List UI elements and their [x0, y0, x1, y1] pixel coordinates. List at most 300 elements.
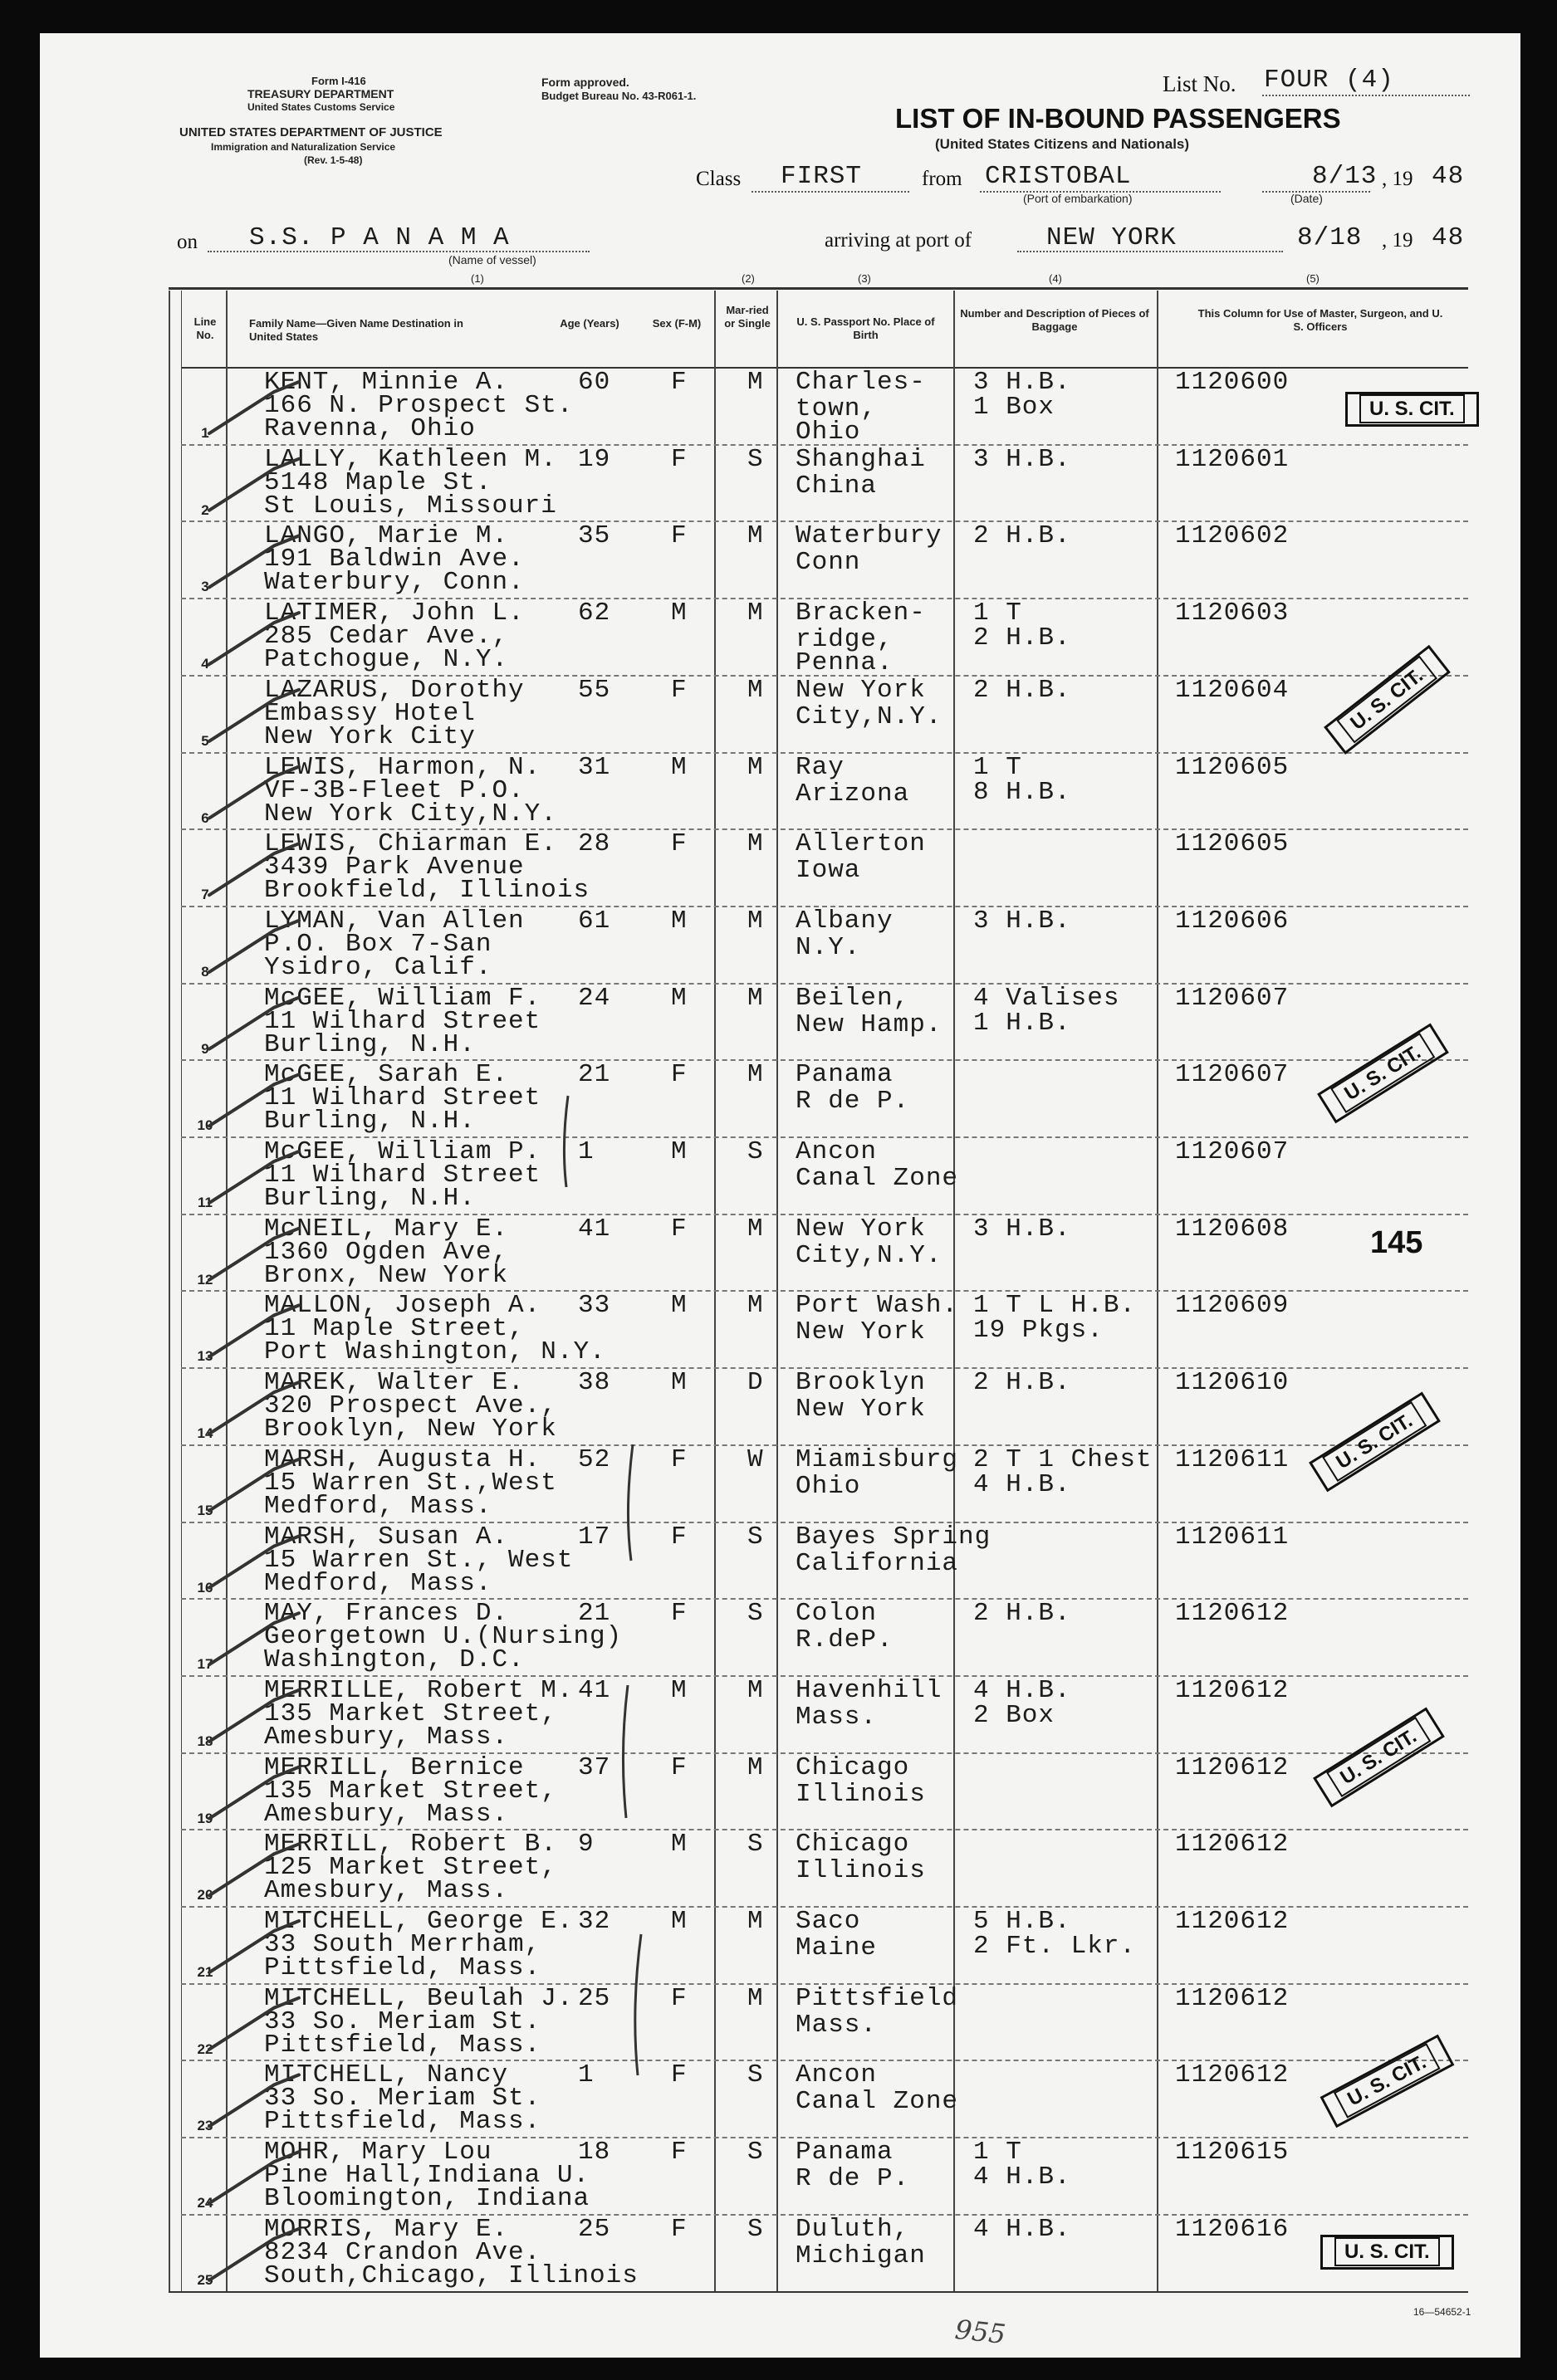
col-sex: Sex (F-M)	[652, 317, 702, 330]
passenger-age: 1	[578, 1137, 595, 1166]
passport-number: 1120608	[1175, 1214, 1290, 1244]
check-mark	[209, 1074, 299, 1126]
passenger-name: MAY, Frances D.	[264, 1599, 509, 1629]
birth-place-line2: California	[796, 1548, 959, 1578]
passenger-marital: M	[747, 1214, 764, 1244]
birth-place-line1: New York	[796, 675, 926, 705]
passenger-age: 55	[578, 675, 611, 705]
passport-number: 1120611	[1175, 1522, 1290, 1552]
passport-number: 1120611	[1175, 1444, 1290, 1474]
passport-number: 1120612	[1175, 1830, 1290, 1860]
passenger-city: St Louis, Missouri	[264, 491, 557, 520]
birth-place-line2: Michigan	[796, 2241, 926, 2270]
revision: (Rev. 1-5-48)	[304, 154, 363, 166]
passenger-name: KENT, Minnie A.	[264, 368, 509, 397]
passenger-city: Burling, N.H.	[264, 1029, 476, 1059]
passport-number: 1120612	[1175, 1907, 1290, 1936]
passport-number: 1120605	[1175, 752, 1290, 782]
check-mark	[209, 613, 299, 664]
col-name: Family Name—Given Name Destination in United States	[249, 317, 463, 343]
passenger-age: 21	[578, 1060, 611, 1090]
passenger-sex: F	[671, 368, 688, 397]
passenger-marital: S	[747, 2060, 764, 2090]
passenger-name: LYMAN, Van Allen	[264, 906, 525, 936]
passenger-sex: M	[671, 1137, 688, 1166]
check-mark	[209, 1767, 299, 1819]
birth-place-line2: Illinois	[796, 1856, 926, 1886]
line-number: 3	[201, 579, 209, 595]
col-passport: U. S. Passport No. Place of Birth	[796, 315, 935, 341]
birth-place-line1: Pittsfield	[796, 1983, 959, 2013]
passenger-city: Pittsfield, Mass.	[264, 2107, 541, 2137]
class-label: Class	[696, 168, 742, 190]
baggage-line1: 2 H.B.	[973, 675, 1071, 705]
passenger-marital: D	[747, 1368, 764, 1398]
baggage-line1: 5 H.B.	[973, 1907, 1071, 1936]
passenger-sex: M	[671, 1907, 688, 1936]
baggage-line2: 19 Pkgs.	[973, 1316, 1104, 1346]
passenger-age: 31	[578, 752, 611, 782]
passenger-address: 15 Warren St.,West	[264, 1468, 557, 1498]
passenger-marital: M	[747, 1907, 764, 1936]
passenger-marital: W	[747, 1444, 764, 1474]
passenger-name: McGEE, William P.	[264, 1137, 541, 1166]
passenger-sex: F	[671, 2214, 688, 2244]
check-mark	[209, 1229, 299, 1280]
passenger-name: MITCHELL, Beulah J.	[264, 1983, 574, 2013]
birth-place-line2: New Hamp.	[796, 1009, 943, 1039]
birth-place-line1: Bracken-	[796, 599, 926, 628]
passenger-city: Pittsfield, Mass.	[264, 2030, 541, 2060]
birth-place-line1: Beilen,	[796, 983, 910, 1013]
line-number: 12	[197, 1271, 213, 1288]
passport-number: 1120605	[1175, 829, 1290, 859]
date-value: 8/13	[1312, 162, 1378, 191]
passenger-age: 33	[578, 1291, 611, 1321]
passenger-city: Washington, D.C.	[264, 1645, 525, 1675]
birth-place-line2: Iowa	[796, 856, 861, 886]
line-number: 4	[201, 656, 209, 672]
passenger-sex: F	[671, 444, 688, 474]
birth-place-line2: Maine	[796, 1933, 878, 1962]
line-number: 2	[201, 501, 209, 518]
passenger-sex: M	[671, 752, 688, 782]
passenger-name: McNEIL, Mary E.	[264, 1214, 509, 1244]
arriving-label: arriving at port of	[825, 229, 972, 252]
birth-place-line2: City,N.Y.	[796, 701, 943, 731]
passenger-age: 60	[578, 368, 611, 397]
birth-place-line2: N.Y.	[796, 932, 861, 962]
passport-number: 1120616	[1175, 2214, 1290, 2244]
footer-code: 16—54652-1	[1413, 2306, 1471, 2318]
line-number: 18	[197, 1732, 213, 1749]
baggage-line1: 2 T 1 Chest	[973, 1444, 1153, 1474]
birth-place-line2: Ohio	[796, 1471, 861, 1501]
baggage-line1: 1 T L H.B.	[973, 1291, 1137, 1321]
birth-place-line1: Port Wash.	[796, 1291, 959, 1321]
on-label: on	[177, 231, 198, 253]
baggage-line2: 8 H.B.	[973, 777, 1071, 807]
check-mark	[209, 382, 299, 433]
passenger-address: 33 So. Meriam St.	[264, 2084, 541, 2114]
passport-number: 1120607	[1175, 983, 1290, 1013]
budget-bureau: Budget Bureau No. 43-R061-1.	[541, 90, 697, 102]
year-label: , 19	[1382, 168, 1413, 190]
line-number: 14	[197, 1425, 213, 1442]
passenger-city: Brookfield, Illinois	[264, 876, 590, 906]
ins-name: Immigration and Naturalization Service	[211, 141, 396, 153]
line-number: 1	[201, 425, 209, 441]
birth-place-line1: Shanghai	[796, 444, 926, 474]
passport-number: 1120601	[1175, 444, 1290, 474]
birth-place-line1: Albany	[796, 906, 894, 936]
passport-number: 1120612	[1175, 1752, 1290, 1782]
baggage-line2: 2 Box	[973, 1700, 1055, 1730]
baggage-line1: 1 T	[973, 599, 1022, 628]
birth-place-line2: town,	[796, 394, 878, 423]
line-number: 7	[201, 887, 209, 903]
passport-number: 1120612	[1175, 2060, 1290, 2090]
passenger-marital: M	[747, 1060, 764, 1090]
baggage-line1: 2 H.B.	[973, 1368, 1071, 1398]
colnum-1: (1)	[471, 272, 484, 285]
passenger-sex: F	[671, 1752, 688, 1782]
passenger-city: Amesbury, Mass.	[264, 1722, 509, 1752]
check-mark	[209, 921, 299, 972]
check-mark	[209, 1844, 299, 1895]
passenger-city: Ysidro, Calif.	[264, 952, 492, 982]
passenger-name: MARSH, Augusta H.	[264, 1444, 541, 1474]
passenger-age: 41	[578, 1214, 611, 1244]
passenger-sex: F	[671, 675, 688, 705]
line-number: 24	[197, 2195, 213, 2211]
line-number: 8	[201, 963, 209, 980]
arriving-value: NEW YORK	[1046, 223, 1177, 252]
us-cit-stamp: U. S. CIT.	[1345, 392, 1479, 427]
line-number: 23	[197, 2118, 213, 2134]
passenger-marital: M	[747, 1291, 764, 1321]
passenger-address: 3439 Park Avenue	[264, 853, 525, 882]
birth-place-line1: Ancon	[796, 1137, 878, 1166]
baggage-line1: 4 H.B.	[973, 2214, 1071, 2244]
passenger-city: Burling, N.H.	[264, 1107, 476, 1136]
passenger-sex: F	[671, 2060, 688, 2090]
passenger-address: 135 Market Street,	[264, 1698, 557, 1728]
passenger-age: 61	[578, 906, 611, 936]
passenger-sex: F	[671, 2138, 688, 2167]
passenger-city: Amesbury, Mass.	[264, 1876, 509, 1906]
passenger-sex: M	[671, 599, 688, 628]
passenger-sex: M	[671, 1291, 688, 1321]
passenger-address: 5148 Maple St.	[264, 467, 492, 497]
birth-place-line1: Chicago	[796, 1830, 910, 1860]
birth-place-line1: Ancon	[796, 2060, 878, 2090]
passenger-marital: M	[747, 675, 764, 705]
birth-place-line1: Allerton	[796, 829, 926, 859]
check-mark	[209, 1305, 299, 1356]
passenger-city: Port Washington, N.Y.	[264, 1337, 606, 1367]
passenger-marital: S	[747, 1137, 764, 1166]
passenger-sex: M	[671, 1830, 688, 1860]
passenger-address: Embassy Hotel	[264, 698, 476, 728]
passenger-name: LAZARUS, Dorothy	[264, 675, 525, 705]
passenger-address: VF-3B-Fleet P.O.	[264, 775, 525, 805]
birth-place-line3: Ohio	[796, 418, 861, 447]
col-line-no: Line No.	[193, 315, 217, 341]
line-number: 21	[197, 1964, 213, 1980]
passenger-address: 11 Wilhard Street	[264, 1006, 541, 1036]
passenger-marital: M	[747, 906, 764, 936]
birth-place-line1: Havenhill	[796, 1675, 943, 1705]
passenger-name: MITCHELL, George E.	[264, 1907, 574, 1936]
check-mark	[209, 1382, 299, 1434]
passenger-sex: M	[671, 906, 688, 936]
passenger-name: MAREK, Walter E.	[264, 1368, 525, 1398]
passenger-address: 320 Prospect Ave.,	[264, 1391, 557, 1421]
passenger-address: Georgetown U.(Nursing)	[264, 1622, 623, 1652]
line-number: 11	[198, 1195, 213, 1210]
passenger-age: 41	[578, 1675, 611, 1705]
port-embark-note: (Port of embarkation)	[1023, 192, 1133, 205]
passenger-city: Medford, Mass.	[264, 1491, 492, 1521]
passenger-address: 33 South Merrham,	[264, 1930, 541, 1959]
baggage-line1: 1 T	[973, 752, 1022, 782]
passport-number: 1120600	[1175, 368, 1290, 397]
passenger-marital: M	[747, 1675, 764, 1705]
dept-name: TREASURY DEPARTMENT	[247, 87, 394, 100]
passenger-address: Pine Hall,Indiana U.	[264, 2161, 590, 2191]
passenger-age: 9	[578, 1830, 595, 1860]
birth-place-line2: ridge,	[796, 625, 894, 655]
passenger-age: 62	[578, 599, 611, 628]
baggage-line1: 3 H.B.	[973, 444, 1071, 474]
passport-number: 1120609	[1175, 1291, 1290, 1321]
form-approved: Form approved.	[541, 76, 629, 89]
baggage-line1: 1 T	[973, 2138, 1022, 2167]
check-mark	[209, 1921, 299, 1972]
passenger-address: 8234 Crandon Ave.	[264, 2237, 541, 2267]
colnum-5: (5)	[1306, 272, 1320, 285]
colnum-4: (4)	[1049, 272, 1062, 285]
passenger-marital: S	[747, 444, 764, 474]
baggage-line1: 3 H.B.	[973, 1214, 1071, 1244]
class-value: FIRST	[781, 162, 863, 191]
passport-number: 1120603	[1175, 599, 1290, 628]
passenger-city: South,Chicago, Illinois	[264, 2260, 639, 2290]
passenger-age: 17	[578, 1522, 611, 1552]
birth-place-line1: Chicago	[796, 1752, 910, 1782]
passenger-city: Patchogue, N.Y.	[264, 645, 509, 675]
baggage-line2: 2 Ft. Lkr.	[973, 1932, 1137, 1961]
us-cit-stamp: U. S. CIT.	[1320, 2235, 1454, 2270]
birth-place-line2: China	[796, 471, 878, 501]
birth-place-line2: Mass.	[796, 1702, 878, 1732]
line-number: 10	[197, 1117, 213, 1134]
passenger-name: MALLON, Joseph A.	[264, 1291, 541, 1321]
check-mark	[209, 2152, 299, 2203]
us-cit-stamp: U. S. CIT.	[1317, 1024, 1449, 1124]
birth-place-line2: Canal Zone	[796, 1164, 959, 1193]
passenger-city: Amesbury, Mass.	[264, 1799, 509, 1829]
passport-number: 1120606	[1175, 906, 1290, 936]
check-mark	[209, 1690, 299, 1742]
check-mark	[209, 1459, 299, 1511]
passenger-age: 32	[578, 1907, 611, 1936]
passenger-sex: F	[671, 1060, 688, 1090]
passenger-address: 11 Maple Street,	[264, 1314, 525, 1344]
arrive-year-label: , 19	[1382, 229, 1413, 252]
page-number-stamp: 145	[1370, 1225, 1423, 1260]
line-number: 19	[197, 1810, 213, 1826]
baggage-line1: 2 H.B.	[973, 521, 1071, 551]
year-value: 48	[1432, 162, 1465, 191]
passenger-age: 52	[578, 1444, 611, 1474]
passenger-marital: M	[747, 1752, 764, 1782]
passenger-name: LEWIS, Chiarman E.	[264, 829, 557, 859]
us-cit-stamp: U. S. CIT.	[1309, 1392, 1441, 1493]
colnum-3: (3)	[858, 272, 871, 285]
date-note: (Date)	[1290, 192, 1323, 205]
check-mark	[209, 767, 299, 819]
birth-place-line1: Ray	[796, 752, 845, 782]
passenger-city: New York City,N.Y.	[264, 799, 557, 828]
passenger-name: MORRIS, Mary E.	[264, 2214, 509, 2244]
passenger-city: Pittsfield, Mass.	[264, 1953, 541, 1982]
passenger-name: LALLY, Kathleen M.	[264, 444, 557, 474]
birth-place-line1: Charles-	[796, 368, 926, 397]
passenger-marital: M	[747, 829, 764, 859]
passenger-age: 21	[578, 1599, 611, 1629]
col-married: Mar-ried or Single	[724, 304, 771, 330]
service-name: United States Customs Service	[247, 101, 395, 113]
check-mark	[209, 2075, 299, 2126]
passport-number: 1120604	[1175, 675, 1290, 705]
line-number: 25	[197, 2271, 213, 2288]
list-no-label: List No.	[1163, 71, 1236, 96]
passenger-address: 166 N. Prospect St.	[264, 391, 574, 420]
passenger-city: Bronx, New York	[264, 1260, 509, 1290]
vessel-note: (Name of vessel)	[448, 253, 536, 266]
passenger-sex: M	[671, 983, 688, 1013]
birth-place-line2: R de P.	[796, 1087, 910, 1117]
from-label: from	[922, 168, 962, 190]
line-number: 6	[201, 809, 209, 826]
list-no-value: FOUR (4)	[1264, 66, 1394, 95]
birth-place-line1: Colon	[796, 1599, 878, 1629]
passenger-name: MERRILL, Robert B.	[264, 1830, 557, 1860]
birth-place-line1: Miamisburg	[796, 1444, 959, 1474]
check-mark	[209, 998, 299, 1049]
passenger-marital: S	[747, 1522, 764, 1552]
baggage-line2: 1 Box	[973, 393, 1055, 422]
passenger-name: MOHR, Mary Lou	[264, 2138, 492, 2167]
check-mark	[209, 1537, 299, 1588]
birth-place-line1: Waterbury	[796, 521, 943, 551]
passenger-address: P.O. Box 7-San	[264, 929, 492, 959]
passenger-name: MITCHELL, Nancy	[264, 2060, 509, 2090]
passenger-age: 25	[578, 1983, 611, 2013]
passenger-city: Bloomington, Indiana	[264, 2184, 590, 2214]
check-mark	[209, 459, 299, 511]
handwritten-note: 955	[953, 2313, 1007, 2351]
passenger-age: 38	[578, 1368, 611, 1398]
baggage-line2: 2 H.B.	[973, 623, 1071, 653]
baggage-line1: 4 H.B.	[973, 1675, 1071, 1705]
passport-number: 1120602	[1175, 521, 1290, 551]
check-mark	[209, 1151, 299, 1203]
line-number: 17	[197, 1656, 213, 1673]
passenger-sex: F	[671, 1983, 688, 2013]
passenger-address: 1360 Ogden Ave,	[264, 1237, 509, 1267]
check-mark	[209, 843, 299, 895]
line-number: 9	[201, 1040, 209, 1057]
passport-number: 1120612	[1175, 1675, 1290, 1705]
passenger-marital: S	[747, 1830, 764, 1860]
birth-place-line1: Panama	[796, 2138, 894, 2167]
justice-dept: UNITED STATES DEPARTMENT OF JUSTICE	[179, 125, 443, 139]
passenger-address: 285 Cedar Ave.,	[264, 622, 509, 652]
arrive-date: 8/18	[1297, 223, 1363, 252]
col-age: Age (Years)	[560, 317, 619, 330]
birth-place-line1: Bayes Spring	[796, 1522, 991, 1552]
passenger-marital: M	[747, 983, 764, 1013]
passenger-name: MERRILLE, Robert M.	[264, 1675, 574, 1705]
passenger-name: LANGO, Marie M.	[264, 521, 509, 551]
passenger-city: Waterbury, Conn.	[264, 568, 525, 598]
col-official-use: This Column for Use of Master, Surgeon, and U. S. Officers	[1197, 307, 1443, 333]
passenger-address: 125 Market Street,	[264, 1853, 557, 1883]
passenger-marital: S	[747, 2214, 764, 2244]
line-number: 20	[197, 1887, 213, 1904]
colnum-2: (2)	[742, 272, 755, 285]
baggage-line2: 4 H.B.	[973, 2163, 1071, 2192]
birth-place-line1: Panama	[796, 1060, 894, 1090]
col-baggage: Number and Description of Pieces of Baggage	[960, 307, 1149, 333]
birth-place-line2: New York	[796, 1395, 926, 1425]
passenger-sex: F	[671, 1599, 688, 1629]
birth-place-line2: Illinois	[796, 1779, 926, 1809]
passenger-marital: M	[747, 368, 764, 397]
check-mark	[209, 2229, 299, 2280]
passport-number: 1120607	[1175, 1137, 1290, 1166]
baggage-line1: 3 H.B.	[973, 906, 1071, 936]
passenger-age: 35	[578, 521, 611, 551]
passport-number: 1120607	[1175, 1060, 1290, 1090]
passenger-age: 24	[578, 983, 611, 1013]
passenger-name: LATIMER, John L.	[264, 599, 525, 628]
birth-place-line2: Conn	[796, 548, 861, 578]
baggage-line2: 4 H.B.	[973, 1469, 1071, 1499]
line-number: 15	[197, 1502, 213, 1518]
vessel-value: S.S. P A N A M A	[249, 223, 510, 252]
line-number: 13	[197, 1348, 213, 1365]
passenger-name: MARSH, Susan A.	[264, 1522, 509, 1552]
passenger-marital: M	[747, 521, 764, 551]
arrive-year: 48	[1432, 223, 1465, 252]
birth-place-line1: Brooklyn	[796, 1368, 926, 1398]
passenger-name: McGEE, Sarah E.	[264, 1060, 509, 1090]
check-mark	[209, 1613, 299, 1664]
birth-place-line2: R.deP.	[796, 1625, 894, 1655]
birth-place-line2: Mass.	[796, 2010, 878, 2040]
passenger-age: 28	[578, 829, 611, 859]
birth-place-line3: Penna.	[796, 648, 894, 678]
passenger-address: 191 Baldwin Ave.	[264, 545, 525, 574]
passenger-address: 135 Market Street,	[264, 1776, 557, 1806]
passenger-city: Medford, Mass.	[264, 1568, 492, 1598]
page-title: LIST OF IN-BOUND PASSENGERS	[895, 103, 1341, 134]
passenger-marital: M	[747, 599, 764, 628]
